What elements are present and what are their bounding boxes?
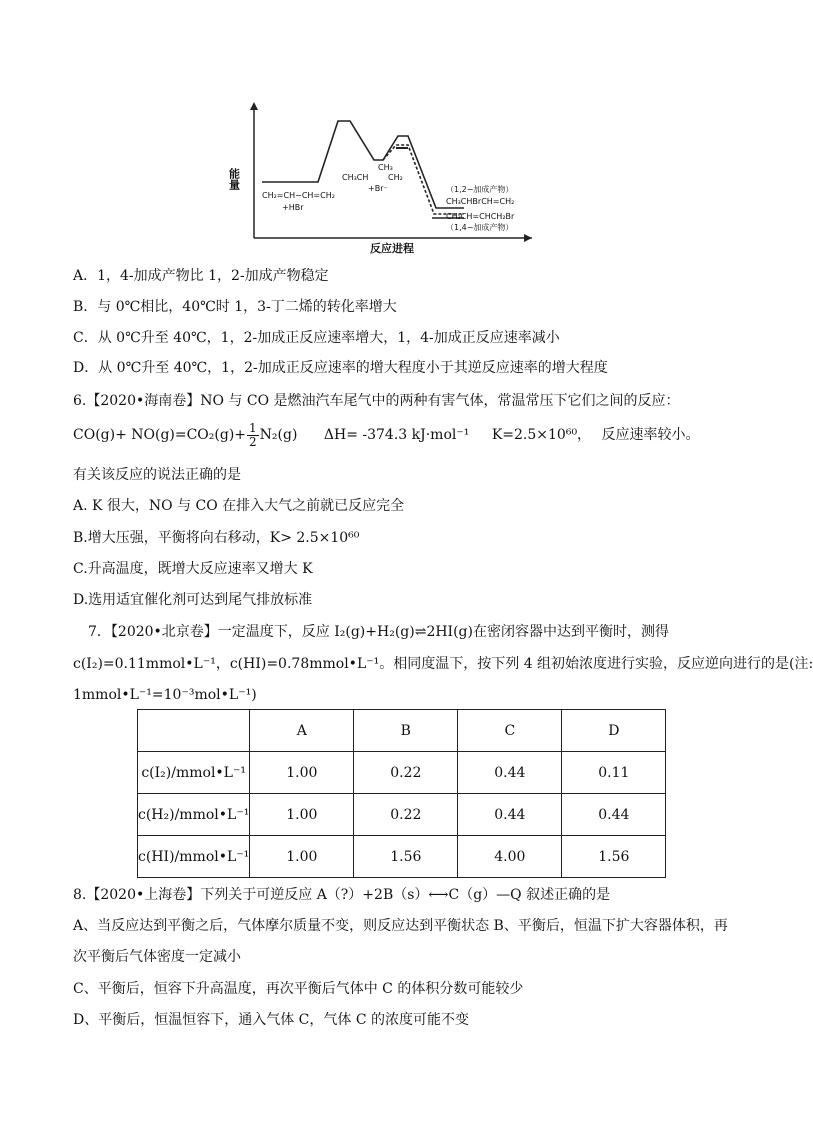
q6-option-c: C.升高温度，既增大反应速率又增大 K (73, 561, 313, 577)
x-label: 反应进程 (370, 242, 414, 255)
table-cell: 4.00 (458, 836, 562, 878)
q6-option-b: B.增大压强，平衡将向右移动，K> 2.5×10⁶⁰ (73, 530, 360, 546)
table-cell: 0.44 (458, 752, 562, 794)
q8-option-d: D、平衡后，恒温恒容下，通入气体 C，气体 C 的浓度可能不变 (73, 1012, 469, 1028)
product-12-tag: （1,2−加成产物） (446, 185, 514, 194)
q5-option-a: A．1，4-加成产物比 1，2-加成产物稳定 (73, 268, 329, 284)
y-axis-arrow (250, 102, 258, 110)
table-cell: 0.44 (562, 794, 666, 836)
q6-frac-den: 2 (249, 434, 257, 449)
table-header-cell: D (562, 710, 666, 752)
x-axis-arrow (524, 234, 532, 242)
q6-option-a: A. K 很大，NO 与 CO 在排入大气之前就已反应完全 (73, 498, 405, 514)
table-header-cell: C (458, 710, 562, 752)
table-cell: 1.56 (354, 836, 458, 878)
table-cell: c(H₂)/mmol•L⁻¹ (138, 794, 250, 836)
q8-option-c: C、平衡后，恒容下升高温度，再次平衡后气体中 C 的体积分数可能较少 (73, 981, 524, 997)
q6-equation (73, 420, 700, 450)
q6-rate: 反应速率较小。 (601, 427, 700, 443)
q8-stem: 8.【2020•上海卷】下列关于可逆反应 A（?）+2B（s）⟷C（g）—Q 叙述正确的是 (73, 887, 611, 903)
table-cell: 1.56 (562, 836, 666, 878)
q6-question: 有关该反应的说法正确的是 (73, 467, 241, 483)
intermediate-right: CH₂ (388, 173, 403, 182)
table-row (138, 836, 666, 878)
table-header-cell: A (250, 710, 354, 752)
y-label: 能量 (227, 168, 241, 190)
table-cell: c(HI)/mmol•L⁻¹ (138, 836, 250, 878)
intermediate-ch3: CH₃ (378, 163, 393, 172)
product-14-formula: CH₃CH=CHCH₂Br (446, 212, 515, 221)
table-cell: 0.44 (458, 794, 562, 836)
q6-dh: ΔH= -374.3 kJ·mol⁻¹ (323, 427, 470, 443)
q6-eq-left: CO(g)+ NO(g)=CO₂(g)+ (73, 427, 247, 443)
product-12-formula: CH₃CHBrCH=CH₂ (446, 197, 515, 206)
q8-option-ab: A、当反应达到平衡之后，气体摩尔质量不变，则反应达到平衡状态 B、平衡后，恒温下扩大容器体积，再 (73, 918, 728, 934)
table-cell: 1.00 (250, 794, 354, 836)
table-cell: 1.00 (250, 752, 354, 794)
table-row (138, 752, 666, 794)
reactant-hbr: +HBr (282, 203, 304, 212)
table-cell: c(I₂)/mmol•L⁻¹ (138, 752, 250, 794)
q5-option-b: B．与 0℃相比，40℃时 1，3-丁二烯的转化率增大 (73, 299, 397, 315)
q7-stem: 7．【2020•北京卷】一定温度下，反应 I₂(g)+H₂(g)⇌2HI(g)在密闭容器中达到平衡时，测得 (88, 624, 669, 640)
product-14-tag: （1,4−加成产物） (446, 223, 514, 232)
table-cell: 0.11 (562, 752, 666, 794)
q6-frac-num: 1 (249, 420, 257, 435)
q8-option-b-cont: 次平衡后气体密度一定减小 (73, 949, 241, 965)
reactant-label: CH₂=CH−CH=CH₂ (262, 191, 335, 200)
energy-diagram (227, 96, 562, 256)
table-cell: 1.00 (250, 836, 354, 878)
table-header-cell (138, 710, 250, 752)
q6-k: K=2.5×10⁶⁰， (491, 427, 592, 443)
table-row (138, 794, 666, 836)
q7-line2: c(I₂)=0.11mmol•L⁻¹，c(HI)=0.78mmol•L⁻¹。相同度温下，按下列 4 组初始浓度进行实验，反应逆向进行的是(注: (73, 656, 813, 672)
intermediate-br: +Br⁻ (368, 184, 388, 193)
table-header-cell: B (354, 710, 458, 752)
q5-option-d: D．从 0℃升至 40℃，1，2-加成正反应速率的增大程度小于其逆反应速率的增大程度 (73, 360, 608, 376)
table-header-row (138, 710, 666, 752)
q6-half-fraction (247, 422, 259, 449)
q7-line3: 1mmol•L⁻¹=10⁻³mol•L⁻¹) (73, 687, 257, 703)
q6-stem: 6.【2020•海南卷】NO 与 CO 是燃油汽车尾气中的两种有害气体，常温常压下它们之间的反应： (73, 393, 680, 409)
q6-option-d: D.选用适宜催化剂可达到尾气排放标准 (73, 592, 313, 608)
q5-option-c: C．从 0℃升至 40℃，1，2-加成正反应速率增大，1，4-加成正反应速率减小 (73, 330, 560, 346)
q7-table (137, 709, 666, 878)
table-cell: 0.22 (354, 752, 458, 794)
intermediate-left: CH₃CH (342, 173, 369, 182)
table-cell: 0.22 (354, 794, 458, 836)
q6-eq-n2: N₂(g) (259, 427, 298, 443)
